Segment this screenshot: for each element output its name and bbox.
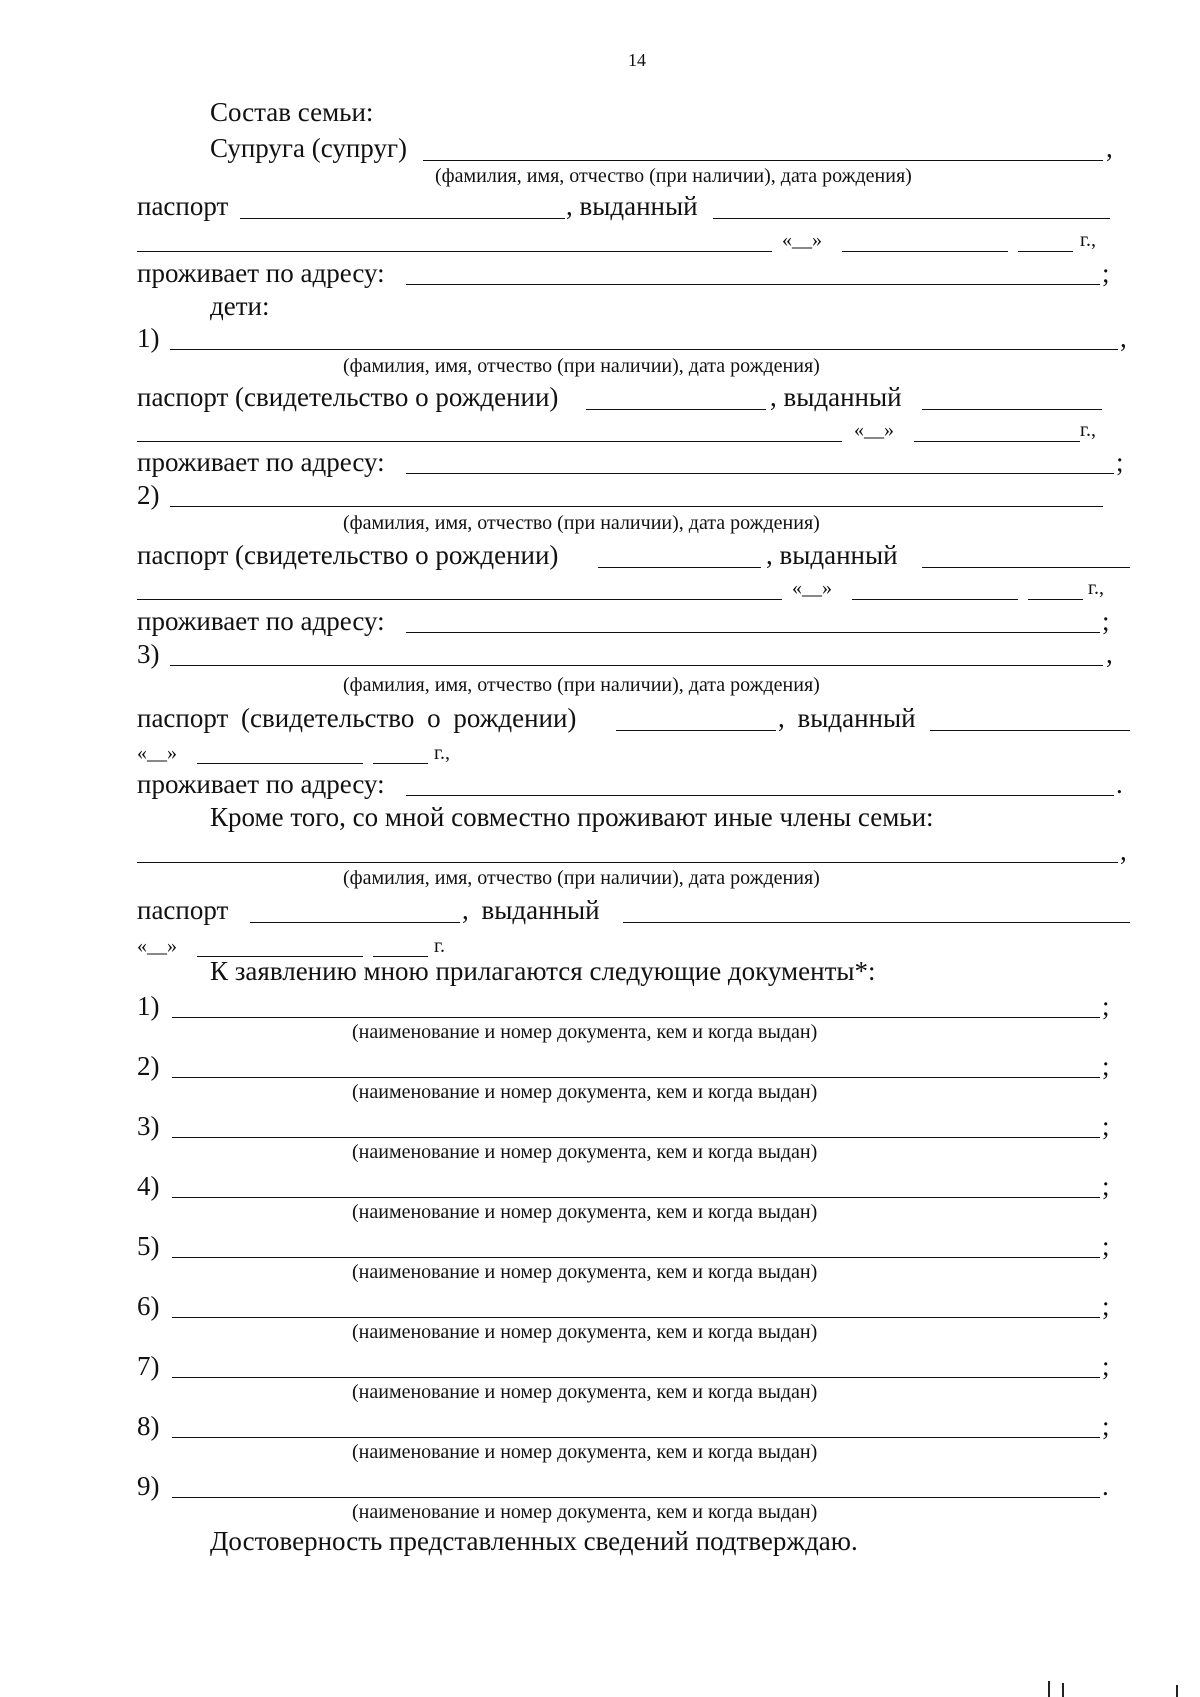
document-number: 9)	[137, 1471, 160, 1501]
period: .	[1102, 1471, 1109, 1501]
spouse-name-line[interactable]	[423, 160, 1103, 161]
date-year-line[interactable]	[1018, 251, 1073, 252]
semicolon: ;	[1102, 1411, 1110, 1441]
date-month-line[interactable]	[914, 441, 1080, 442]
document-caption: (наименование и номер документа, кем и когда выдан)	[352, 1321, 818, 1343]
spouse-passport-line[interactable]	[240, 218, 565, 219]
semicolon: ;	[1102, 1111, 1110, 1141]
fio-caption: (фамилия, имя, отчество (при наличии), дата рождения)	[343, 867, 820, 889]
issued-label: , выданный	[566, 191, 698, 221]
document-number: 6)	[137, 1291, 160, 1321]
document-caption: (наименование и номер документа, кем и когда выдан)	[352, 1201, 818, 1223]
document-caption: (наименование и номер документа, кем и когда выдан)	[352, 1021, 818, 1043]
child-3-address-line[interactable]	[406, 795, 1114, 796]
comma: ,	[1106, 133, 1113, 163]
child-passport-label: паспорт (свидетельство о рождении)	[137, 540, 559, 570]
issued-label: , выданный	[770, 382, 902, 412]
comma: ,	[1120, 836, 1127, 866]
document-line[interactable]	[172, 1077, 1100, 1078]
child-number: 3)	[137, 639, 160, 669]
fio-caption: (фамилия, имя, отчество (при наличии), дата рождения)	[343, 674, 820, 696]
semicolon: ;	[1102, 991, 1110, 1021]
document-line[interactable]	[172, 1017, 1100, 1018]
document-line[interactable]	[172, 1377, 1100, 1378]
comma: ,	[1120, 323, 1127, 353]
date-month-line[interactable]	[197, 763, 363, 764]
document-number: 3)	[137, 1111, 160, 1141]
fio-caption: (фамилия, имя, отчество (при наличии), дата рождения)	[343, 355, 820, 377]
address-label: проживает по адресу:	[137, 447, 385, 477]
date-quote: «__»	[137, 742, 177, 764]
child-1-name-line[interactable]	[170, 349, 1118, 350]
child-2-passport-line[interactable]	[598, 567, 761, 568]
address-label: проживает по адресу:	[137, 606, 385, 636]
spouse-issued-line-2[interactable]	[137, 251, 772, 252]
year-suffix: г.,	[1088, 577, 1104, 599]
date-quote: «__»	[792, 577, 832, 599]
document-line[interactable]	[172, 1197, 1100, 1198]
document-line[interactable]	[172, 1437, 1100, 1438]
semicolon: ;	[1102, 1051, 1110, 1081]
year-end: г.	[434, 935, 445, 957]
spouse-issued-line[interactable]	[713, 218, 1110, 219]
fio-caption: (фамилия, имя, отчество (при наличии), дата рождения)	[343, 512, 820, 534]
family-heading: Состав семьи:	[210, 97, 374, 127]
document-caption: (наименование и номер документа, кем и когда выдан)	[352, 1501, 818, 1523]
child-passport-label: паспорт (свидетельство о рождении)	[137, 382, 559, 412]
date-year-line[interactable]	[373, 763, 428, 764]
date-year-line[interactable]	[1028, 599, 1083, 600]
page-number: 14	[628, 50, 646, 70]
document-number: 2)	[137, 1051, 160, 1081]
child-1-issued-line-2[interactable]	[137, 441, 842, 442]
child-3-passport-line[interactable]	[616, 730, 776, 731]
document-line[interactable]	[172, 1317, 1100, 1318]
year-suffix: г.,	[434, 742, 450, 764]
documents-heading: К заявлению мною прилагаются следующие документы*:	[210, 956, 876, 986]
spouse-address-line[interactable]	[406, 284, 1100, 285]
spouse-label: Супруга (супруг)	[210, 133, 408, 163]
children-label: дети:	[210, 291, 270, 321]
others-issued-line[interactable]	[623, 922, 1130, 923]
document-number: 4)	[137, 1171, 160, 1201]
child-1-address-line[interactable]	[406, 473, 1114, 474]
address-label: проживает по адресу:	[137, 258, 385, 288]
child-2-address-line[interactable]	[406, 632, 1100, 633]
semicolon: ;	[1102, 1291, 1110, 1321]
semicolon: ;	[1102, 258, 1110, 288]
scan-edge-mark	[1176, 1685, 1178, 1697]
others-name-line[interactable]	[137, 862, 1118, 863]
year-suffix: г.,	[1080, 419, 1096, 441]
issued-label: , выданный	[462, 895, 600, 925]
year-suffix: г.,	[1080, 229, 1096, 251]
passport-label: паспорт	[137, 191, 229, 221]
confirmation-text: Достоверность представленных сведений подтверждаю.	[210, 1526, 858, 1556]
child-number: 2)	[137, 480, 160, 510]
date-month-line[interactable]	[842, 251, 1008, 252]
document-caption: (наименование и номер документа, кем и когда выдан)	[352, 1141, 818, 1163]
document-line[interactable]	[172, 1257, 1100, 1258]
document-line[interactable]	[172, 1497, 1100, 1498]
document-number: 8)	[137, 1411, 160, 1441]
document-number: 7)	[137, 1351, 160, 1381]
date-quote: «__»	[782, 229, 822, 251]
document-caption: (наименование и номер документа, кем и когда выдан)	[352, 1261, 818, 1283]
issued-label: , выданный	[778, 703, 916, 733]
child-2-name-line[interactable]	[170, 506, 1103, 507]
child-passport-label: паспорт (свидетельство о рождении)	[137, 703, 577, 733]
others-heading: Кроме того, со мной совместно проживают иные члены семьи:	[210, 802, 934, 832]
child-3-issued-line[interactable]	[930, 730, 1130, 731]
document-number: 1)	[137, 991, 160, 1021]
date-month-line[interactable]	[852, 599, 1018, 600]
passport-label: паспорт	[137, 895, 229, 925]
document-caption: (наименование и номер документа, кем и когда выдан)	[352, 1381, 818, 1403]
document-number: 5)	[137, 1231, 160, 1261]
semicolon: ;	[1102, 1231, 1110, 1261]
semicolon: ;	[1116, 447, 1124, 477]
child-2-issued-line[interactable]	[922, 567, 1130, 568]
period: .	[1116, 769, 1123, 799]
issued-label: , выданный	[766, 540, 898, 570]
semicolon: ;	[1102, 1171, 1110, 1201]
semicolon: ;	[1102, 606, 1110, 636]
date-quote: «__»	[854, 419, 894, 441]
semicolon: ;	[1102, 1351, 1110, 1381]
child-2-issued-line-2[interactable]	[137, 599, 782, 600]
child-number: 1)	[137, 323, 160, 353]
document-line[interactable]	[172, 1137, 1100, 1138]
comma: ,	[1106, 639, 1113, 669]
child-1-passport-line[interactable]	[586, 409, 766, 410]
scan-edge-mark	[1048, 1681, 1050, 1697]
child-3-name-line[interactable]	[170, 665, 1103, 666]
document-caption: (наименование и номер документа, кем и когда выдан)	[352, 1441, 818, 1463]
document-caption: (наименование и номер документа, кем и когда выдан)	[352, 1081, 818, 1103]
address-label: проживает по адресу:	[137, 769, 385, 799]
fio-caption: (фамилия, имя, отчество (при наличии), дата рождения)	[435, 165, 912, 187]
child-1-issued-line[interactable]	[922, 409, 1102, 410]
date-quote: «__»	[137, 935, 177, 957]
scan-edge-mark	[1062, 1683, 1064, 1697]
others-passport-line[interactable]	[250, 922, 460, 923]
